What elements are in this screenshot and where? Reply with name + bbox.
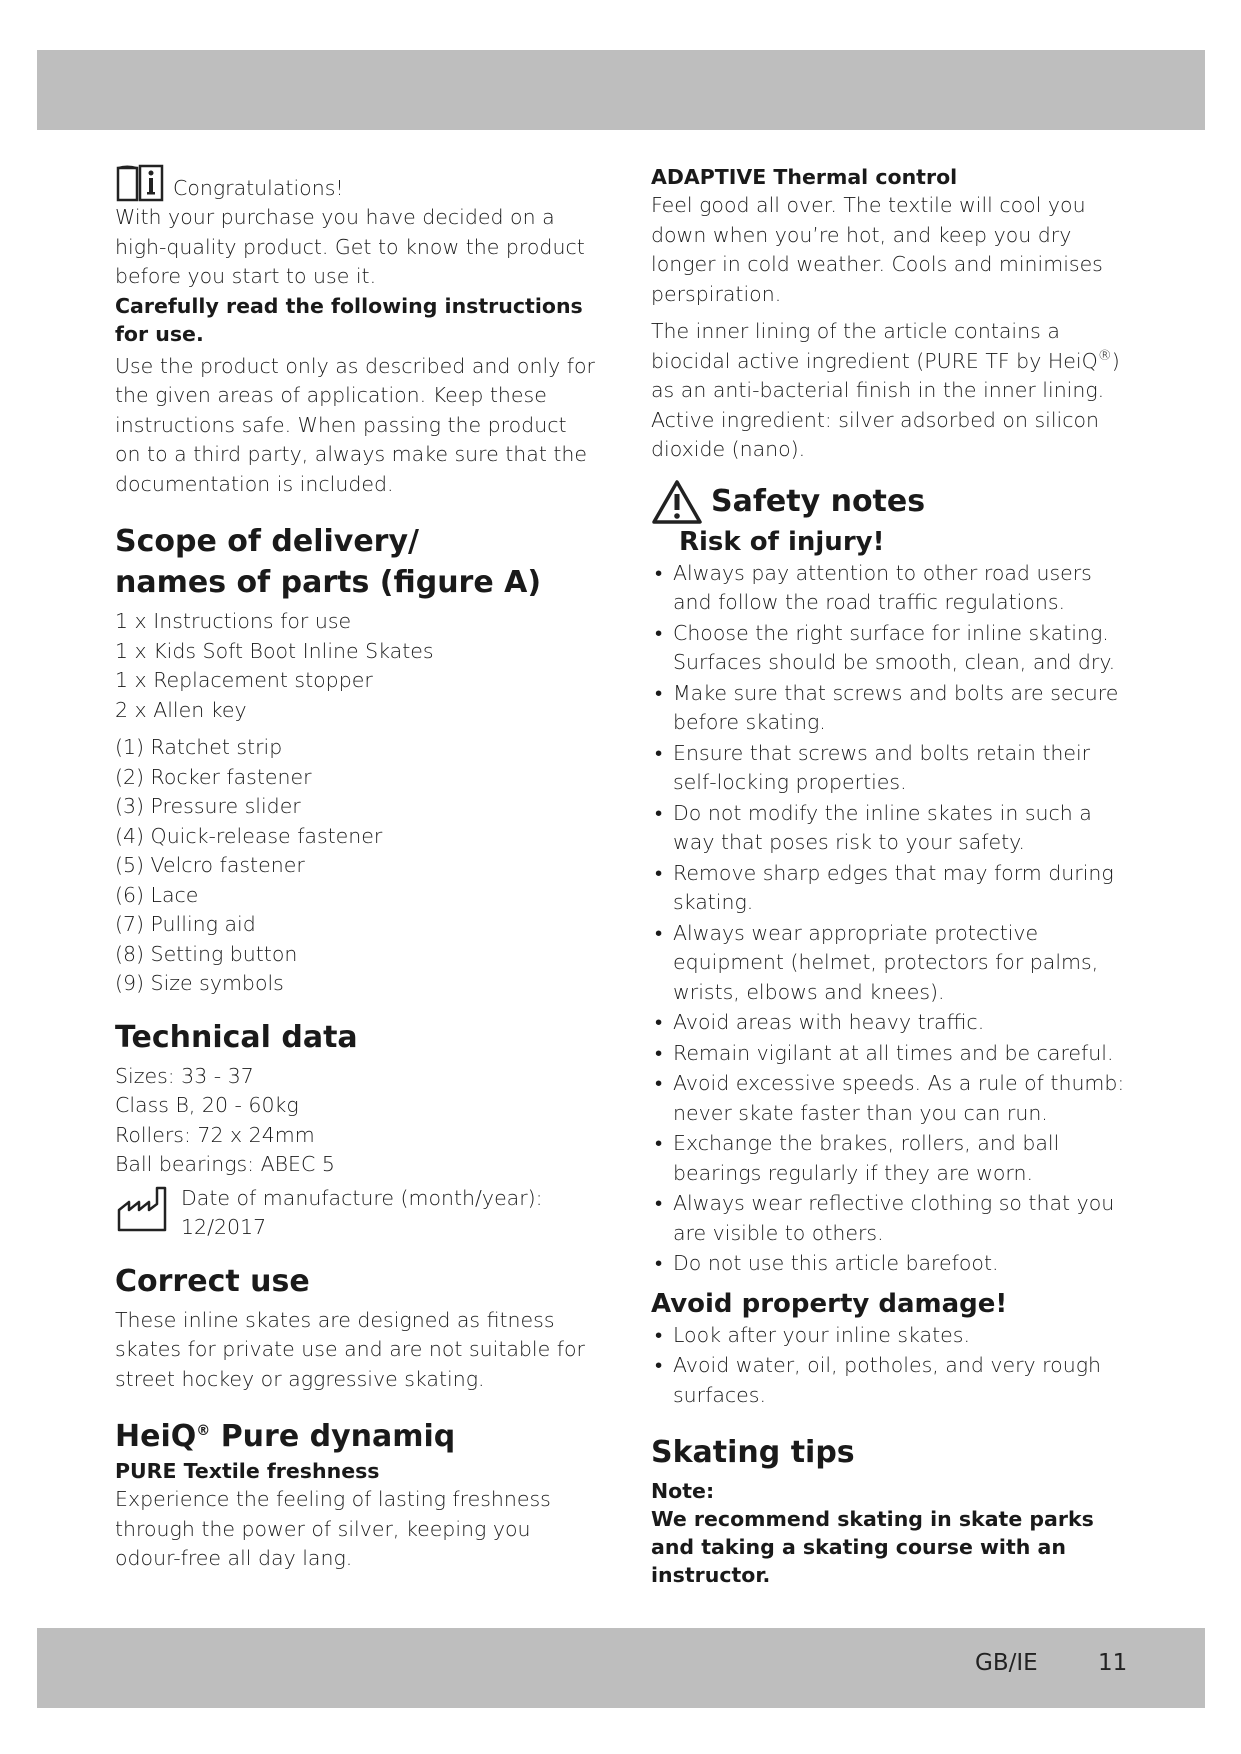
delivery-item: 1 x Replacement stopper [115, 668, 373, 692]
right-column [651, 163, 1131, 1589]
active-ingredient-text: Active ingredient: silver adsorbed on silicon dioxide (nano). [651, 407, 1100, 461]
delivery-item: 1 x Kids Soft Boot Inline Skates [115, 638, 434, 663]
damage-item: • Look after your inline skates. [651, 1321, 1131, 1351]
tech-item: Ball bearings: ABEC 5 [115, 1152, 335, 1176]
safety-item: • Choose the right surface for inline skating. Surfaces should be smooth, clean, and dry. [651, 619, 1131, 678]
tech-item: Sizes: 33 - 37 [115, 1063, 254, 1088]
tech-item: Class B, 20 - 60kg [115, 1093, 299, 1117]
tech-heading: Technical data [115, 1019, 358, 1055]
congrats-line [115, 163, 595, 203]
part-item: (3) Pressure slider [115, 794, 301, 818]
note-label: Note: [651, 1479, 715, 1503]
safety-item: • Remain vigilant at all times and be careful. [651, 1039, 1131, 1069]
adaptive-text: Feel good all over. The textile will cool you down when you’re hot, and keep you dry longer in cold weather. Cools and minimises perspiration. [651, 193, 1103, 306]
correct-use-text: These inline skates are designed as fitness skates for private use and are not suitable for street hockey or aggressive skating. [115, 1307, 585, 1391]
heiq-heading-brand: HeiQ [115, 1419, 197, 1454]
safety-item: • Exchange the brakes, rollers, and ball bearings regularly if they are worn. [651, 1129, 1131, 1188]
lining-text-part2: ) as an anti-bacterial finish in the inner lining. [651, 348, 1120, 402]
warning-triangle-icon [651, 479, 703, 525]
safety-heading-row [651, 479, 1131, 525]
part-item: (4) Quick-release fastener [115, 823, 383, 848]
delivery-list [115, 607, 595, 725]
correct-use-heading: Correct use [115, 1263, 310, 1299]
footer-region: GB/IE [975, 1650, 1038, 1676]
damage-item: • Avoid water, oil, potholes, and very rough surfaces. [651, 1351, 1131, 1410]
part-item: (8) Setting button [115, 941, 298, 966]
date-value: 12/2017 [181, 1215, 267, 1239]
tech-list [115, 1062, 595, 1180]
left-column [115, 163, 595, 1574]
safety-item: • Remove sharp edges that may form during skating. [651, 859, 1131, 918]
safety-item: • Do not use this article barefoot. [651, 1249, 1131, 1279]
lining-text [651, 317, 1131, 406]
risk-heading: Risk of injury! [679, 526, 885, 557]
safety-item: • Ensure that screws and bolts retain their self-locking properties. [651, 739, 1131, 798]
scope-heading-line1: Scope of delivery/ [115, 524, 419, 559]
part-item: (1) Ratchet strip [115, 735, 283, 759]
note-text: We recommend skating in skate parks and taking a skating course with an instructor. [651, 1507, 1094, 1587]
heiq-heading [115, 1416, 595, 1457]
safety-item: • Always wear reflective clothing so that you are visible to others. [651, 1189, 1131, 1248]
intro-text: With your purchase you have decided on a high-quality product. Get to know the product before you start to use it. [115, 205, 585, 288]
page-number: 11 [1098, 1650, 1128, 1676]
delivery-item: 1 x Instructions for use [115, 609, 352, 633]
safety-item: • Do not modify the inline skates in such a way that poses risk to your safety. [651, 799, 1131, 858]
lining-text-part1: The inner lining of the article contains a biocidal active ingredient (PURE TF by HeiQ [651, 319, 1098, 373]
parts-list [115, 733, 595, 999]
safety-list [651, 559, 1131, 1279]
registered-mark: ® [1097, 347, 1112, 364]
safety-item: • Always pay attention to other road users and follow the road traffic regulations. [651, 559, 1131, 618]
tips-heading: Skating tips [651, 1435, 855, 1470]
congrats-text: Congratulations! [173, 175, 344, 200]
safety-item: • Always wear appropriate protective equipment (helmet, protectors for palms, wrists, elbows and knees). [651, 919, 1131, 1008]
usage-text: Use the product only as described and only for the given areas of application. Keep these instructions safe. When passing the product on to a third party, always make sure that the documentation is included. [115, 353, 595, 496]
pure-text: Experience the feeling of lasting freshness through the power of silver, keeping you odour-free all day lang. [115, 1487, 551, 1570]
damage-heading: Avoid property damage! [651, 1288, 1008, 1319]
adaptive-heading: ADAPTIVE Thermal control [651, 165, 958, 189]
part-item: (6) Lace [115, 882, 199, 907]
safety-item: • Avoid areas with heavy traffic. [651, 1008, 1131, 1038]
header-band [37, 50, 1205, 130]
manufacture-date [115, 1184, 595, 1243]
part-item: (2) Rocker fastener [115, 764, 312, 789]
date-label: Date of manufacture (month/year): [181, 1185, 543, 1210]
part-item: (7) Pulling aid [115, 912, 256, 936]
read-instructions-note: Carefully read the following instructions for use. [115, 293, 583, 346]
pure-subheading: PURE Textile freshness [115, 1459, 380, 1483]
safety-item: • Make sure that screws and bolts are secure before skating. [651, 679, 1131, 738]
factory-icon [115, 1184, 173, 1234]
part-item: (5) Velcro fastener [115, 853, 305, 877]
tech-item: Rollers: 72 x 24mm [115, 1122, 315, 1147]
damage-list [651, 1321, 1131, 1411]
safety-item: • Avoid excessive speeds. As a rule of thumb: never skate faster than you can run. [651, 1069, 1131, 1128]
delivery-item: 2 x Allen key [115, 697, 247, 722]
registered-mark: ® [196, 1423, 211, 1439]
heiq-heading-rest: Pure dynamiq [210, 1419, 456, 1454]
safety-heading: Safety notes [711, 484, 926, 519]
scope-heading-line2: names of parts (figure A) [115, 565, 542, 600]
part-item: (9) Size symbols [115, 971, 284, 995]
info-book-icon [115, 163, 165, 203]
